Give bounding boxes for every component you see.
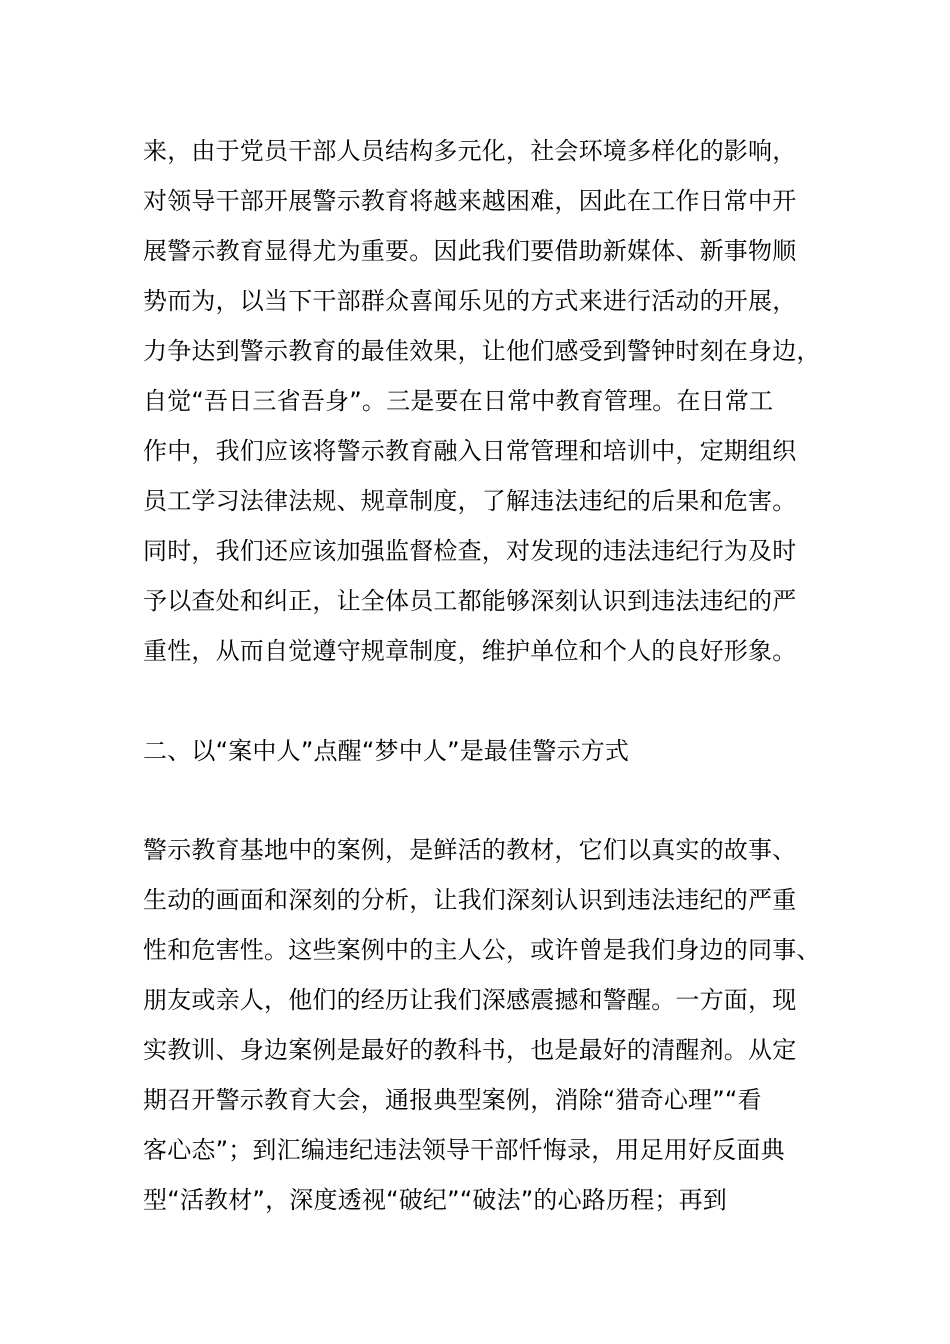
paragraph-2-line-2: 生动的画面和深刻的分析，让我们深刻认识到违法违纪的严重 [143,886,797,914]
paragraph-2-line-7: 客心态”；到汇编违纪违法领导干部忏悔录，用足用好反面典 [143,1136,785,1164]
paragraph-2-line-3: 性和危害性。这些案例中的主人公，或许曾是我们身边的同事、 [143,936,821,964]
paragraph-2-line-4: 朋友或亲人，他们的经历让我们深感震撼和警醒。一方面，现 [143,986,797,1014]
paragraph-2-line-6: 期召开警示教育大会，通报典型案例，消除“猎奇心理”“看 [143,1086,762,1114]
section-heading: 二、以“案中人”点醒“梦中人”是最佳警示方式 [143,737,630,765]
paragraph-1-line-5: 力争达到警示教育的最佳效果，让他们感受到警钟时刻在身边， [143,337,821,365]
paragraph-1-line-10: 予以查处和纠正，让全体员工都能够深刻认识到违法违纪的严 [143,587,797,615]
paragraph-2-line-8: 型“活教材”，深度透视“破纪”“破法”的心路历程；再到 [143,1186,727,1214]
paragraph-2-line-1: 警示教育基地中的案例，是鲜活的教材，它们以真实的故事、 [143,836,797,864]
paragraph-1-line-9: 同时，我们还应该加强监督检查，对发现的违法违纪行为及时 [143,537,797,565]
paragraph-1-line-4: 势而为，以当下干部群众喜闻乐见的方式来进行活动的开展， [143,287,797,315]
paragraph-1-line-6: 自觉“吾日三省吾身”。三是要在日常中教育管理。在日常工 [143,387,774,415]
paragraph-1-line-11: 重性，从而自觉遵守规章制度，维护单位和个人的良好形象。 [143,637,797,665]
paragraph-1-line-7: 作中，我们应该将警示教育融入日常管理和培训中，定期组织 [143,437,797,465]
paragraph-2-line-5: 实教训、身边案例是最好的教科书，也是最好的清醒剂。从定 [143,1036,797,1064]
paragraph-1-line-8: 员工学习法律法规、规章制度，了解违法违纪的后果和危害。 [143,487,797,515]
paragraph-1-line-3: 展警示教育显得尤为重要。因此我们要借助新媒体、新事物顺 [143,237,797,265]
paragraph-1-line-1: 来，由于党员干部人员结构多元化，社会环境多样化的影响， [143,137,797,165]
paragraph-1-line-2: 对领导干部开展警示教育将越来越困难，因此在工作日常中开 [143,187,797,215]
